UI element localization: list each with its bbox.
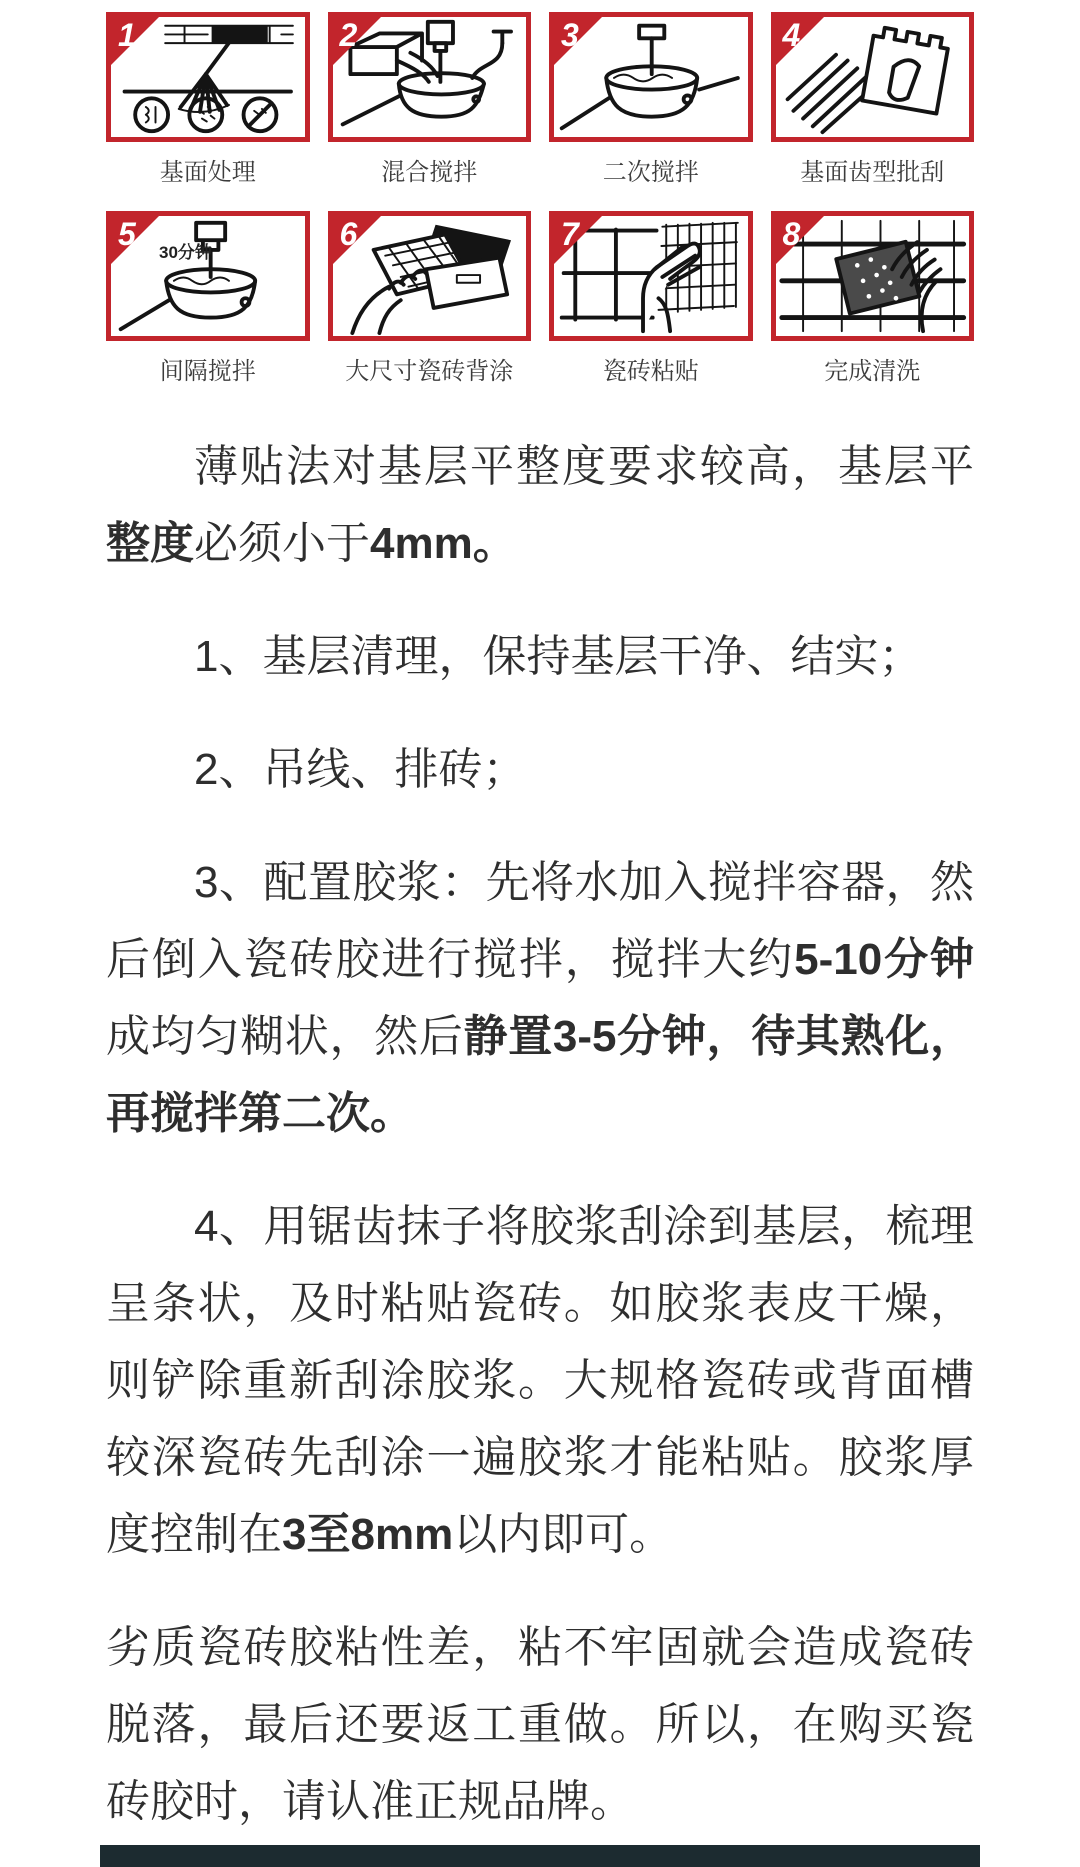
paragraph-step-1: 1、基层清理，保持基层干净、结实； (194, 632, 923, 681)
step-number: 8 (782, 216, 801, 252)
step-3-illustration (549, 12, 753, 142)
step-number: 7 (561, 216, 579, 252)
step-number: 3 (561, 17, 579, 53)
step-duration-note: 30分钟 (159, 243, 212, 262)
step-caption: 完成清洗 (824, 358, 921, 385)
step-panel-3 (549, 12, 753, 187)
step-5-illustration (106, 211, 310, 341)
step-number: 1 (118, 17, 136, 53)
step-caption: 间隔搅拌 (159, 358, 256, 385)
step-caption: 基面齿型批刮 (800, 159, 945, 186)
step-caption: 瓷砖粘贴 (602, 358, 699, 385)
step-panel-1 (106, 12, 310, 187)
step-caption: 混合搅拌 (381, 159, 478, 186)
step-caption: 大尺寸瓷砖背涂 (345, 358, 514, 385)
step-panel-6 (328, 211, 532, 386)
steps-diagram (106, 12, 974, 386)
step-1-illustration (106, 12, 310, 142)
step-caption: 二次搅拌 (602, 159, 699, 186)
paragraph-quality-warning: 劣质瓷砖胶粘性差，粘不牢固就会造成瓷砖脱落，最后还要返工重做。所以，在购买瓷砖胶时，请认准正规品牌。 (106, 1623, 974, 1826)
step-panel-7 (549, 211, 753, 386)
step-panel-4 (771, 12, 975, 187)
article-body (0, 386, 1080, 1840)
paragraph-step-4: 4、用锯齿抹子将胶浆刮涂到基层，梳理呈条状，及时粘贴瓷砖。如胶浆表皮干燥，则铲除重新刮涂胶浆。大规格瓷砖或背面槽较深瓷砖先刮涂一遍胶浆才能粘贴。胶浆厚度控制在3至8mm以内即可。 (106, 1202, 974, 1559)
bottom-divider-bar (100, 1845, 980, 1867)
step-caption: 基面处理 (159, 159, 256, 186)
paragraph-flatness-requirement: 薄贴法对基层平整度要求较高，基层平整度必须小于4mm。 (106, 442, 974, 568)
step-panel-5 (106, 211, 310, 386)
step-7-illustration (549, 211, 753, 341)
step-number: 6 (339, 216, 358, 252)
step-panel-2 (328, 12, 532, 187)
step-2-illustration (328, 12, 532, 142)
paragraph-step-2: 2、吊线、排砖； (194, 745, 527, 794)
step-8-illustration (771, 211, 975, 341)
step-panel-8 (771, 211, 975, 386)
step-4-illustration (771, 12, 975, 142)
step-number: 2 (339, 17, 358, 53)
step-6-illustration (328, 211, 532, 341)
paragraph-step-3: 3、配置胶浆：先将水加入搅拌容器，然后倒入瓷砖胶进行搅拌，搅拌大约5-10分钟成均匀糊状，然后静置3-5分钟，待其熟化，再搅拌第二次。 (106, 858, 975, 1138)
step-number: 4 (782, 17, 801, 53)
step-number: 5 (118, 216, 136, 252)
